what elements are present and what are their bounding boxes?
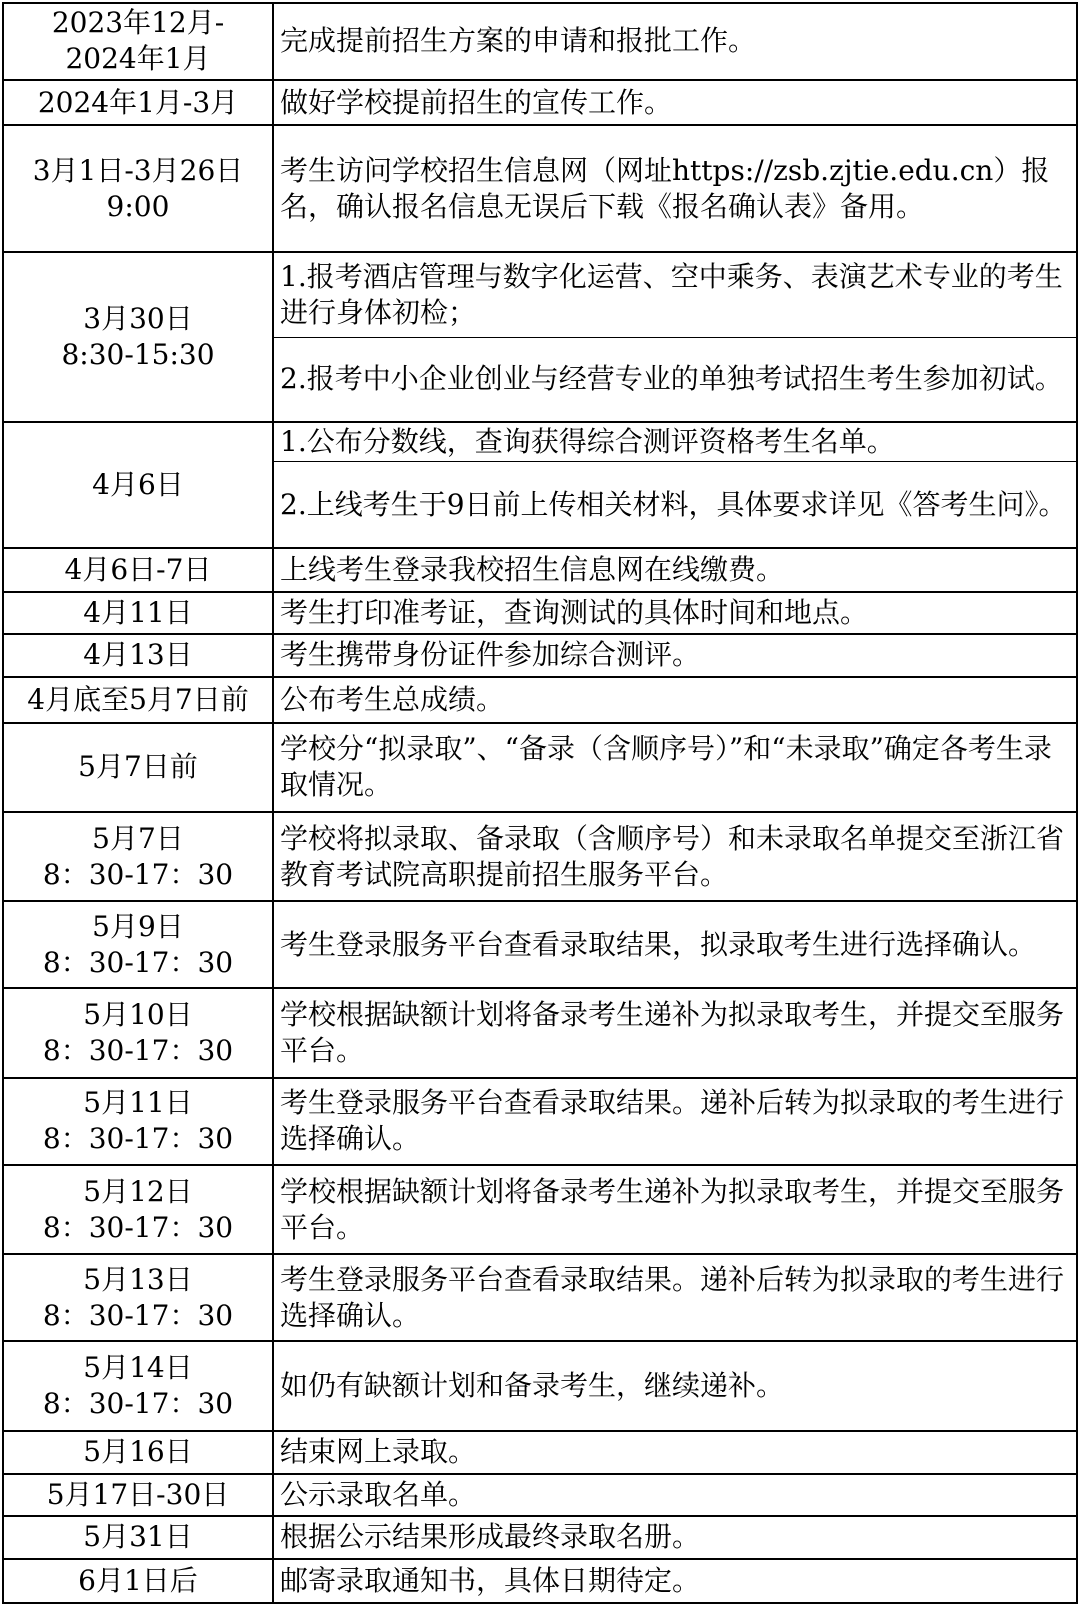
event-cell: 做好学校提前招生的宣传工作。 — [273, 80, 1077, 126]
event-cell: 考生登录服务平台查看录取结果，拟录取考生进行选择确认。 — [273, 901, 1077, 988]
event-cell: 邮寄录取通知书，具体日期待定。 — [273, 1559, 1077, 1603]
event-cell: 考生登录服务平台查看录取结果。递补后转为拟录取的考生进行选择确认。 — [273, 1254, 1077, 1341]
event-cell: 考生打印准考证，查询测试的具体时间和地点。 — [273, 592, 1077, 634]
event-cell: 学校将拟录取、备录取（含顺序号）和未录取名单提交至浙江省教育考试院高职提前招生服务平台。 — [273, 812, 1077, 901]
date-cell: 5月16日 — [3, 1431, 273, 1475]
date-cell: 2023年12月- 2024年1月 — [3, 3, 273, 80]
schedule-row — [3, 1431, 1077, 1475]
event-cell: 公布考生总成绩。 — [273, 677, 1077, 723]
schedule-row — [3, 988, 1077, 1077]
schedule-row — [3, 723, 1077, 812]
event-cell: 考生携带身份证件参加综合测评。 — [273, 634, 1077, 678]
date-cell: 5月13日 8：30-17：30 — [3, 1254, 273, 1341]
date-cell: 5月31日 — [3, 1516, 273, 1560]
enrollment-schedule-table — [2, 2, 1078, 1604]
schedule-row — [3, 548, 1077, 592]
date-cell: 4月6日 — [3, 422, 273, 548]
date-cell: 3月1日-3月26日 9:00 — [3, 125, 273, 252]
schedule-row — [3, 901, 1077, 988]
event-cell: 完成提前招生方案的申请和报批工作。 — [273, 3, 1077, 80]
date-cell: 3月30日 8:30-15:30 — [3, 252, 273, 422]
date-cell: 4月6日-7日 — [3, 548, 273, 592]
event-cell: 1.报考酒店管理与数字化运营、空中乘务、表演艺术专业的考生进行身体初检； — [273, 252, 1077, 337]
schedule-row — [3, 80, 1077, 126]
event-cell: 上线考生登录我校招生信息网在线缴费。 — [273, 548, 1077, 592]
event-cell: 2.报考中小企业创业与经营专业的单独考试招生考生参加初试。 — [273, 337, 1077, 422]
schedule-row — [3, 422, 1077, 461]
event-cell: 2.上线考生于9日前上传相关材料，具体要求详见《答考生问》。 — [273, 461, 1077, 548]
schedule-row — [3, 3, 1077, 80]
date-cell: 5月9日 8：30-17：30 — [3, 901, 273, 988]
date-cell: 5月12日 8：30-17：30 — [3, 1165, 273, 1254]
date-cell: 5月11日 8：30-17：30 — [3, 1078, 273, 1165]
event-cell: 1.公布分数线，查询获得综合测评资格考生名单。 — [273, 422, 1077, 461]
date-cell: 4月底至5月7日前 — [3, 677, 273, 723]
date-cell: 2024年1月-3月 — [3, 80, 273, 126]
schedule-body — [3, 3, 1077, 1603]
event-cell: 学校分“拟录取”、“备录（含顺序号）”和“未录取”确定各考生录取情况。 — [273, 723, 1077, 812]
event-cell: 考生登录服务平台查看录取结果。递补后转为拟录取的考生进行选择确认。 — [273, 1078, 1077, 1165]
schedule-row — [3, 1165, 1077, 1254]
schedule-row — [3, 252, 1077, 337]
schedule-row — [3, 677, 1077, 723]
schedule-row — [3, 592, 1077, 634]
event-cell: 学校根据缺额计划将备录考生递补为拟录取考生，并提交至服务平台。 — [273, 1165, 1077, 1254]
date-cell: 5月17日-30日 — [3, 1474, 273, 1516]
date-cell: 5月7日前 — [3, 723, 273, 812]
event-cell: 如仍有缺额计划和备录考生，继续递补。 — [273, 1341, 1077, 1430]
schedule-row — [3, 634, 1077, 678]
schedule-row — [3, 1474, 1077, 1516]
event-cell: 公示录取名单。 — [273, 1474, 1077, 1516]
date-cell: 4月11日 — [3, 592, 273, 634]
event-cell: 根据公示结果形成最终录取名册。 — [273, 1516, 1077, 1560]
date-cell: 5月10日 8：30-17：30 — [3, 988, 273, 1077]
date-cell: 5月7日 8：30-17：30 — [3, 812, 273, 901]
event-cell: 结束网上录取。 — [273, 1431, 1077, 1475]
date-cell: 5月14日 8：30-17：30 — [3, 1341, 273, 1430]
schedule-row — [3, 1341, 1077, 1430]
schedule-row — [3, 1559, 1077, 1603]
schedule-row — [3, 812, 1077, 901]
schedule-row — [3, 1078, 1077, 1165]
schedule-row — [3, 125, 1077, 252]
event-cell: 学校根据缺额计划将备录考生递补为拟录取考生，并提交至服务平台。 — [273, 988, 1077, 1077]
schedule-row — [3, 1254, 1077, 1341]
event-cell: 考生访问学校招生信息网（网址https://zsb.zjtie.edu.cn）报名，确认报名信息无误后下载《报名确认表》备用。 — [273, 125, 1077, 252]
date-cell: 6月1日后 — [3, 1559, 273, 1603]
schedule-row — [3, 1516, 1077, 1560]
date-cell: 4月13日 — [3, 634, 273, 678]
